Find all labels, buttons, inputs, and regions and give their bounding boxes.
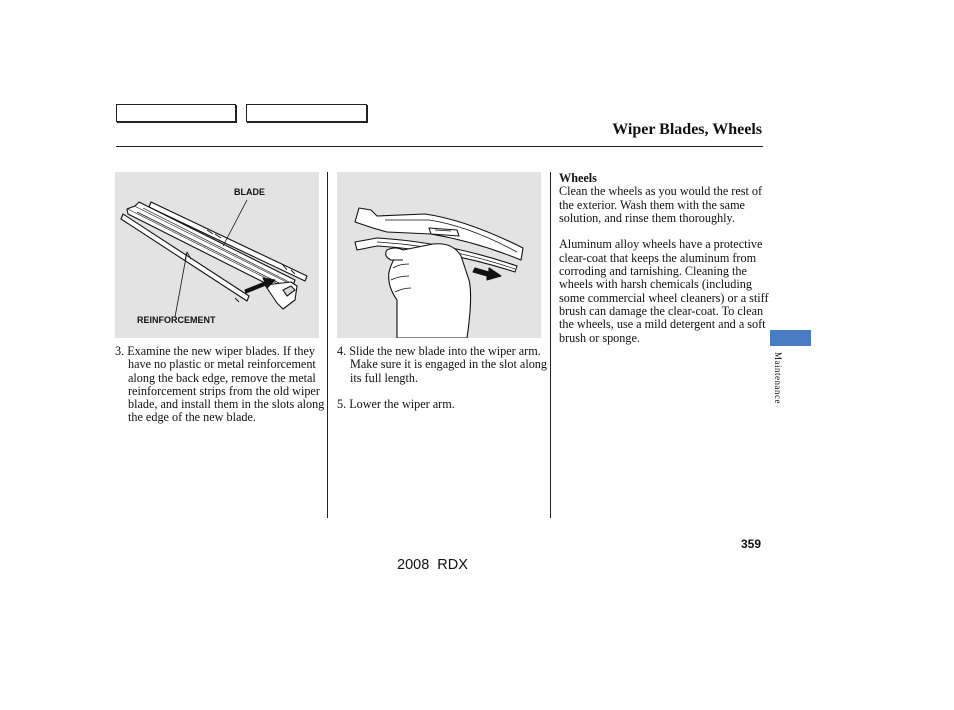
wheels-section <box>559 172 769 345</box>
header-divider <box>116 146 763 147</box>
nav-button-1[interactable] <box>116 104 236 122</box>
section-tab[interactable] <box>770 330 811 346</box>
step-5-text: 5. Lower the wiper arm. <box>337 397 455 411</box>
section-label: Maintenance <box>773 352 783 404</box>
footer-model: 2008 RDX <box>397 557 468 573</box>
hand-blade-drawing <box>337 172 541 338</box>
wheels-heading: Wheels <box>559 171 597 185</box>
wiper-arm-illustration <box>337 172 541 338</box>
wiper-blade-illustration <box>115 172 319 338</box>
wheels-paragraph-1: Clean the wheels as you would the rest of the exterior. Wash them with the same solution, and rinse them thoroughly. <box>559 184 763 225</box>
step-4-text: 4. Slide the new blade into the wiper arm. Make sure it is engaged in the slot along its full length. <box>337 344 547 385</box>
page-title: Wiper Blades, Wheels <box>612 121 762 138</box>
wheels-paragraph-2: Aluminum alloy wheels have a protective clear-coat that keeps the aluminum from corroding and tarnishing. Cleaning the wheels with harsh chemicals (including some commercial wheel cleaners) or a stiff brush can damage the clear-coat. To clean the wheels, use a mild detergent and a soft brush or sponge. <box>559 237 769 345</box>
nav-button-2[interactable] <box>246 104 367 122</box>
reinforcement-label: REINFORCEMENT <box>137 315 216 325</box>
blade-label: BLADE <box>234 187 265 197</box>
blade-drawing <box>115 172 319 338</box>
page-number: 359 <box>741 537 762 551</box>
step-3-text: 3. Examine the new wiper blades. If they have no plastic or metal reinforcement along the back edge, remove the metal reinforcement strips from the old wiper blade, and install them in the slots along the edge of the new blade. <box>115 344 325 425</box>
